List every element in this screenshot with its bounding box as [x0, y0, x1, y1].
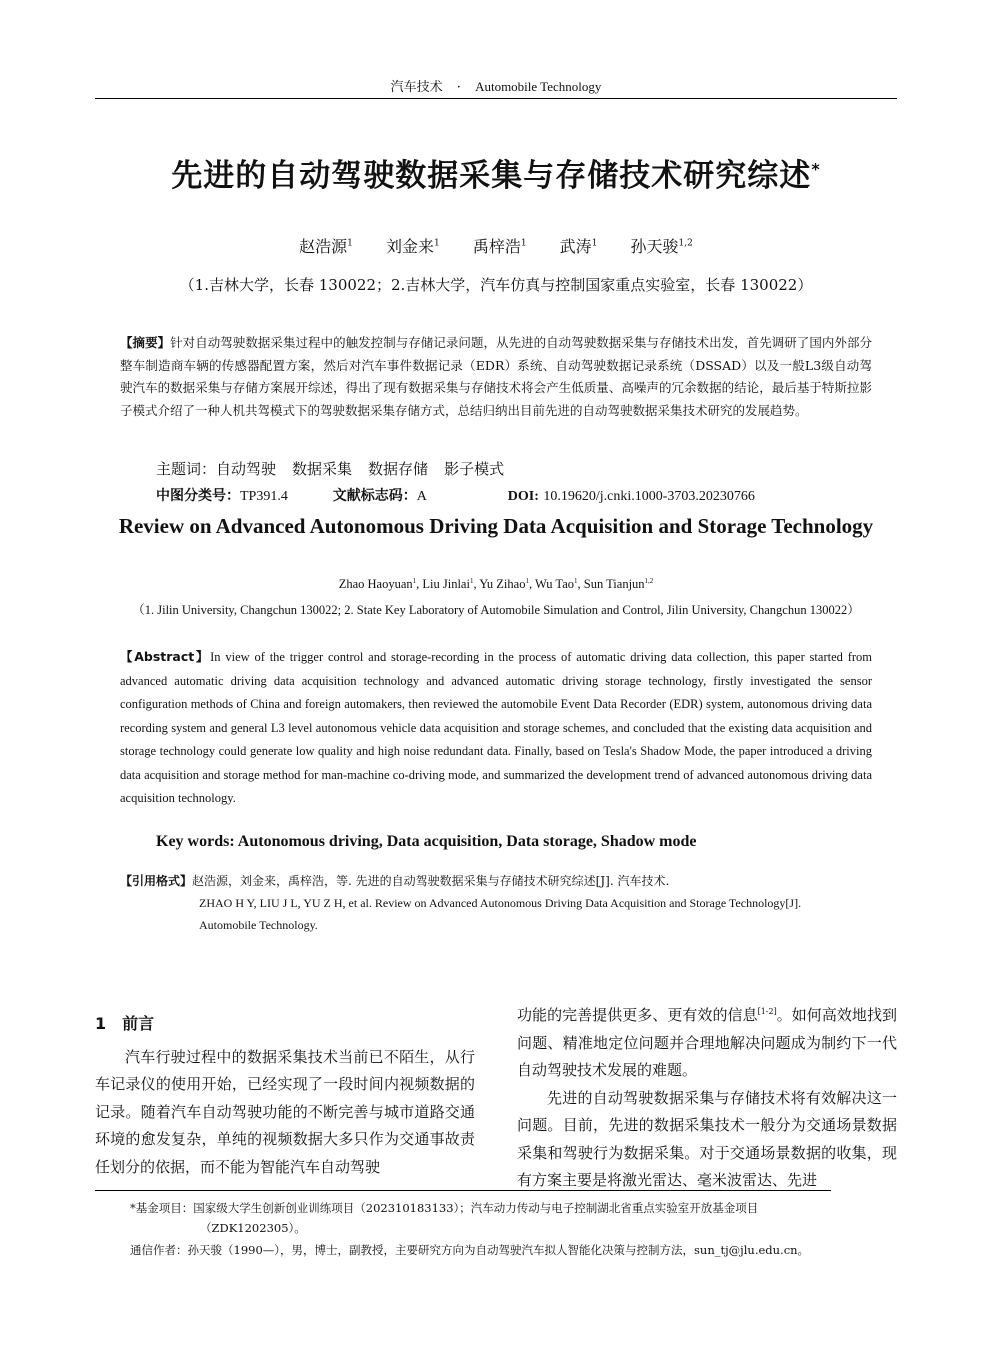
- running-header: [0, 76, 992, 95]
- classification-line: [156, 485, 872, 505]
- title-footnote-mark: *: [811, 159, 821, 179]
- author: 孙天骏$^{1,2}$: [630, 237, 693, 256]
- keywords-en-label: Key words:: [156, 833, 235, 850]
- citation-label: 【引用格式】: [120, 874, 193, 888]
- author-list-en: [0, 577, 992, 592]
- abstract-en-label: 【Abstract】: [120, 649, 211, 664]
- keyword: 数据存储: [368, 460, 429, 478]
- footnote-author: 通信作者：孙天骏（1990—），男，博士，副教授，主要研究方向为自动驾驶汽车拟人智能化决策与控制方法，sun_tj@jlu.edu.cn。: [130, 1243, 810, 1257]
- keywords-label: 主题词：: [156, 460, 217, 478]
- author-en: Liu Jinlai$^1$,: [422, 577, 480, 592]
- affiliation: （1.吉林大学，长春 130022；2.吉林大学，汽车仿真与控制国家重点实验室，长春 130022）: [179, 276, 813, 294]
- keywords-en-text: Autonomous driving, Data acquisition, Data storage, Shadow mode: [237, 833, 697, 850]
- abstract-label: 【摘要】: [120, 335, 171, 350]
- paper-title-en: Review on Advanced Autonomous Driving Data Acquisition and Storage Technology: [118, 514, 874, 538]
- citation-format: [120, 870, 880, 936]
- abstract-en: [120, 645, 872, 811]
- author-list: [0, 234, 992, 257]
- abstract-text: 针对自动驾驶数据采集过程中的触发控制与存储记录问题，从先进的自动驾驶数据采集与存储技术出发，首先调研了国内外部分整车制造商车辆的传感器配置方案，然后对汽车事件数据记录（EDR）系统、自动驾驶数据记录系统（DSSAD）以及一般L3级自动驾驶汽车的数据采集与存储方案展开综述，得出了现有数据采集与存储技术将会产生低质量、高噪声的冗余数据的结论，最后基于特斯拉影子模式介绍了一种人机共驾模式下的驾驶数据采集存储方式，总结归纳出目前先进的自动驾驶数据采集技术研究的发展趋势。: [120, 335, 872, 418]
- body-paragraph: 功能的完善提供更多、更有效的信息[1-2]。如何高效地找到问题、精准地定位问题并合理地解决问题成为制约下一代自动驾驶技术发展的难题。: [517, 1006, 897, 1079]
- body-paragraph: 先进的自动驾驶数据采集与存储技术将有效解决这一问题。目前，先进的数据采集技术一般分为交通场景数据采集和驾驶行为数据采集。对于交通场景数据的收集，现有方案主要是将激光雷达、毫米波雷达、先进: [517, 1088, 897, 1189]
- author-en: Sun Tianjun$^{1,2}$: [583, 577, 654, 592]
- author: 赵浩源$^1$: [299, 237, 353, 256]
- doi-value: 10.19620/j.cnki.1000-3703.20230766: [543, 489, 755, 504]
- paper-title-text: 先进的自动驾驶数据采集与存储技术研究综述: [171, 158, 812, 194]
- doc-code: A: [416, 489, 427, 504]
- author-en: Yu Zihao$^1$,: [479, 577, 535, 592]
- author-en: Zhao Haoyuan$^1$,: [338, 577, 423, 592]
- section-title: 前言: [122, 1014, 155, 1033]
- abstract-en-text: In view of the trigger control and storage-recording in the process of automatic driving data collection, this paper started from advanced automatic driving data acquisition technology and advanced automatic driving storage technology, firstly investigated the sensor configuration methods of China and foreign automakers, then reviewed the automobile Event Data Recorder (EDR) system, autonomous driving data recording system and general L3 level autonomous vehicle data acquisition and storage schemes, and concluded that the existing data acquisition and storage technology could generate low quality and high noise redundant data. Finally, based on Tesla's Shadow Mode, the paper introduced a driving data acquisition and storage method for man-machine co-driving mode, and summarized the development trend of advanced autonomous driving data acquisition technology.: [120, 650, 873, 805]
- clc-label: 中图分类号：: [156, 488, 240, 504]
- body-column-right: [517, 998, 897, 1195]
- journal-name-en: Automobile Technology: [475, 79, 602, 94]
- citation-line-en-journal: Automobile Technology.: [199, 918, 318, 932]
- footnote-fund: [130, 1198, 870, 1238]
- doi-label: DOI:: [507, 489, 539, 504]
- keywords-en: [156, 833, 872, 851]
- citation-line-en: ZHAO H Y, LIU J L, YU Z H, et al. Review on Advanced Autonomous Driving Data Acquisition and Storage Technology[J].: [199, 896, 802, 910]
- header-rule: [95, 98, 897, 99]
- keyword: 数据采集: [292, 460, 353, 478]
- paper-title: [60, 150, 932, 195]
- footnote-rule: [95, 1190, 831, 1191]
- author: 禹梓浩$^1$: [472, 237, 527, 256]
- keywords-cn: [156, 458, 872, 479]
- citation-line-cn: 赵浩源，刘金来，禹梓浩，等. 先进的自动驾驶数据采集与存储技术研究综述[J]. 汽车技术.: [192, 874, 670, 888]
- body-column-left: [95, 1010, 475, 1181]
- author: 刘金来$^1$: [385, 237, 440, 256]
- author: 武涛$^1$: [559, 237, 598, 256]
- fund-line-2: （ZDK1202305）。: [200, 1221, 306, 1235]
- body-paragraph: 汽车行驶过程中的数据采集技术当前已不陌生，从行车记录仪的使用开始，已经实现了一段时间内视频数据的记录。随着汽车自动驾驶功能的不断完善与城市道路交通环境的愈发复杂，单纯的视频数据大多只作为交通事故责任划分的依据，而不能为智能汽车自动驾驶: [95, 1047, 475, 1176]
- affiliation-en: （1. Jilin University, Changchun 130022; 2. State Key Laboratory of Automobile Simulation and Control, Jilin University, Changchun 130022）: [132, 603, 860, 617]
- keyword: 自动驾驶: [216, 460, 277, 478]
- section-number: 1: [95, 1014, 107, 1033]
- doc-code-label: 文献标志码：: [332, 488, 417, 504]
- clc-code: TP391.4: [240, 489, 288, 504]
- section-heading: [95, 1010, 475, 1038]
- author-en: Wu Tao$^1$,: [534, 577, 584, 592]
- keyword: 影子模式: [444, 460, 505, 478]
- reference-citation: [1-2]: [757, 1007, 777, 1016]
- fund-line-1: *基金项目：国家级大学生创新创业训练项目（202310183133）；汽车动力传动与电子控制湖北省重点实验室开放基金项目: [130, 1201, 759, 1215]
- header-separator: ·: [456, 80, 461, 95]
- journal-name-cn: 汽车技术: [390, 80, 443, 95]
- abstract-cn: [120, 332, 872, 422]
